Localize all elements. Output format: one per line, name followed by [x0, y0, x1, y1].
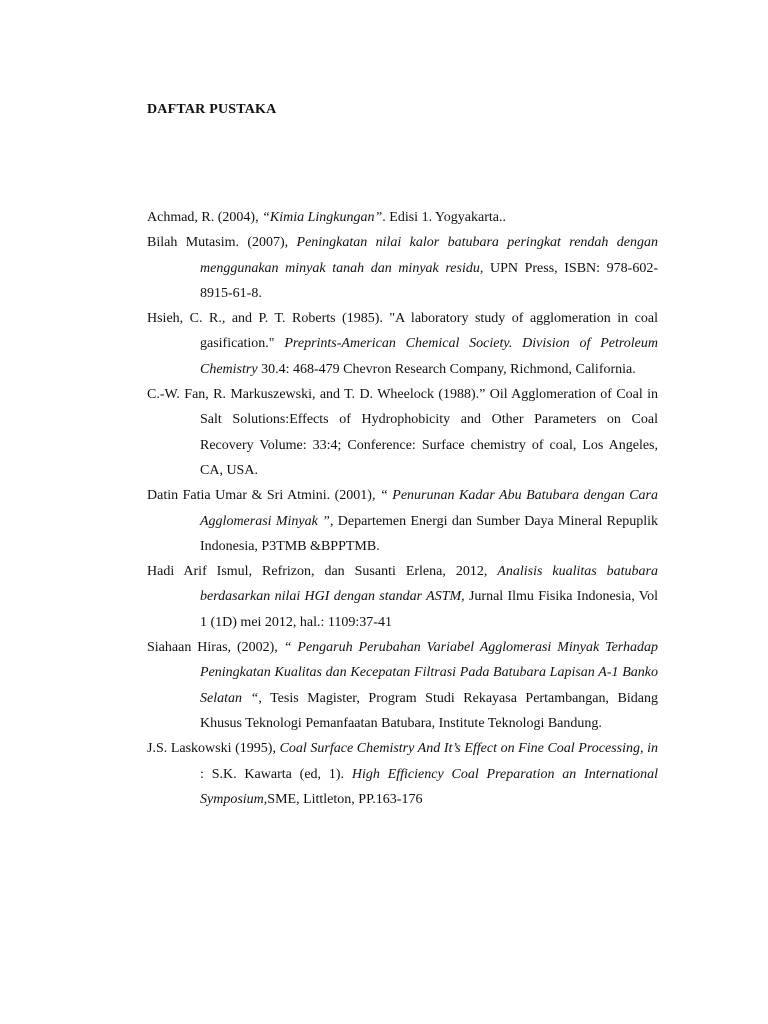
reference-title: High Efficiency Coal Preparation an International Symposium	[200, 766, 658, 807]
reference-title: “Kimia Lingkungan”	[262, 210, 383, 225]
reference-text: , Departemen Energi dan Sumber Daya Mineral Repuplik Indonesia, P3TMB &BPPTMB.	[200, 513, 658, 554]
reference-entry	[147, 382, 658, 483]
reference-text: UPN Press, ISBN: 978-602-8915-61-8.	[200, 260, 659, 301]
reference-text: Bilah Mutasim. (2007),	[147, 235, 297, 251]
reference-text: : S.K. Kawarta (ed, 1).	[200, 766, 352, 782]
reference-title: Preprints-American Chemical Society. Division of Petroleum Chemistry	[200, 336, 658, 377]
reference-text: Hadi Arif Ismul, Refrizon, dan Susanti Erlena, 2012,	[147, 564, 498, 580]
reference-entry	[147, 230, 658, 306]
page-title: DAFTAR PUSTAKA	[147, 102, 277, 117]
reference-text: Jurnal Ilmu Fisika Indonesia, Vol 1 (1D) mei 2012, hal.: 1109:37-41	[200, 589, 658, 630]
reference-list	[147, 205, 658, 812]
reference-title: “ Penurunan Kadar Abu Batubara dengan Cara Agglomerasi Minyak ”	[200, 488, 659, 529]
reference-text: Hsieh, C. R., and P. T. Roberts (1985). "A laboratory study of agglomeration in coal gasification."	[147, 311, 658, 352]
reference-text: 30.4: 468-479 Chevron Research Company, Richmond, California.	[257, 361, 636, 377]
reference-title: Coal Surface Chemistry And It’s Effect on Fine Coal Processing, in	[279, 741, 658, 757]
reference-text: ,SME, Littleton, PP.163-176	[263, 791, 423, 807]
reference-text: C.-W. Fan, R. Markuszewski, and T. D. Wheelock (1988).” Oil Agglomeration of Coal in Salt Solutions:Effects of Hydrophobicity and Other Parameters on Coal Recovery Volume: 33:4; Conference: Surface chemistry of coal, Los Angeles, CA, USA.	[147, 387, 658, 478]
reference-entry	[147, 736, 658, 812]
reference-text: Siahaan Hiras, (2002),	[147, 640, 284, 656]
reference-title: Peningkatan nilai kalor batubara peringkat rendah dengan menggunakan minyak tanah dan minyak residu,	[200, 235, 658, 276]
reference-entry	[147, 306, 658, 382]
reference-text: . Edisi 1. Yogyakarta..	[382, 210, 506, 225]
reference-entry	[147, 483, 658, 559]
reference-entry	[147, 559, 658, 635]
reference-entry	[147, 635, 658, 736]
reference-title: Analisis kualitas batubara berdasarkan nilai HGI dengan standar ASTM,	[200, 564, 659, 605]
reference-title: “ Pengaruh Perubahan Variabel Agglomerasi Minyak Terhadap Peningkatan Kualitas dan Kecepatan Filtrasi Pada Batubara Lapisan A-1 Banko Selatan “	[200, 640, 659, 706]
reference-text: J.S. Laskowski (1995),	[147, 741, 280, 757]
reference-entry	[147, 205, 658, 230]
reference-text: , Tesis Magister, Program Studi Rekayasa Pertambangan, Bidang Khusus Teknologi Pemanfaatan Batubara, Institute Teknologi Bandung.	[200, 690, 658, 731]
reference-text: Datin Fatia Umar & Sri Atmini. (2001),	[147, 488, 380, 504]
reference-text: Achmad, R. (2004),	[147, 210, 263, 225]
